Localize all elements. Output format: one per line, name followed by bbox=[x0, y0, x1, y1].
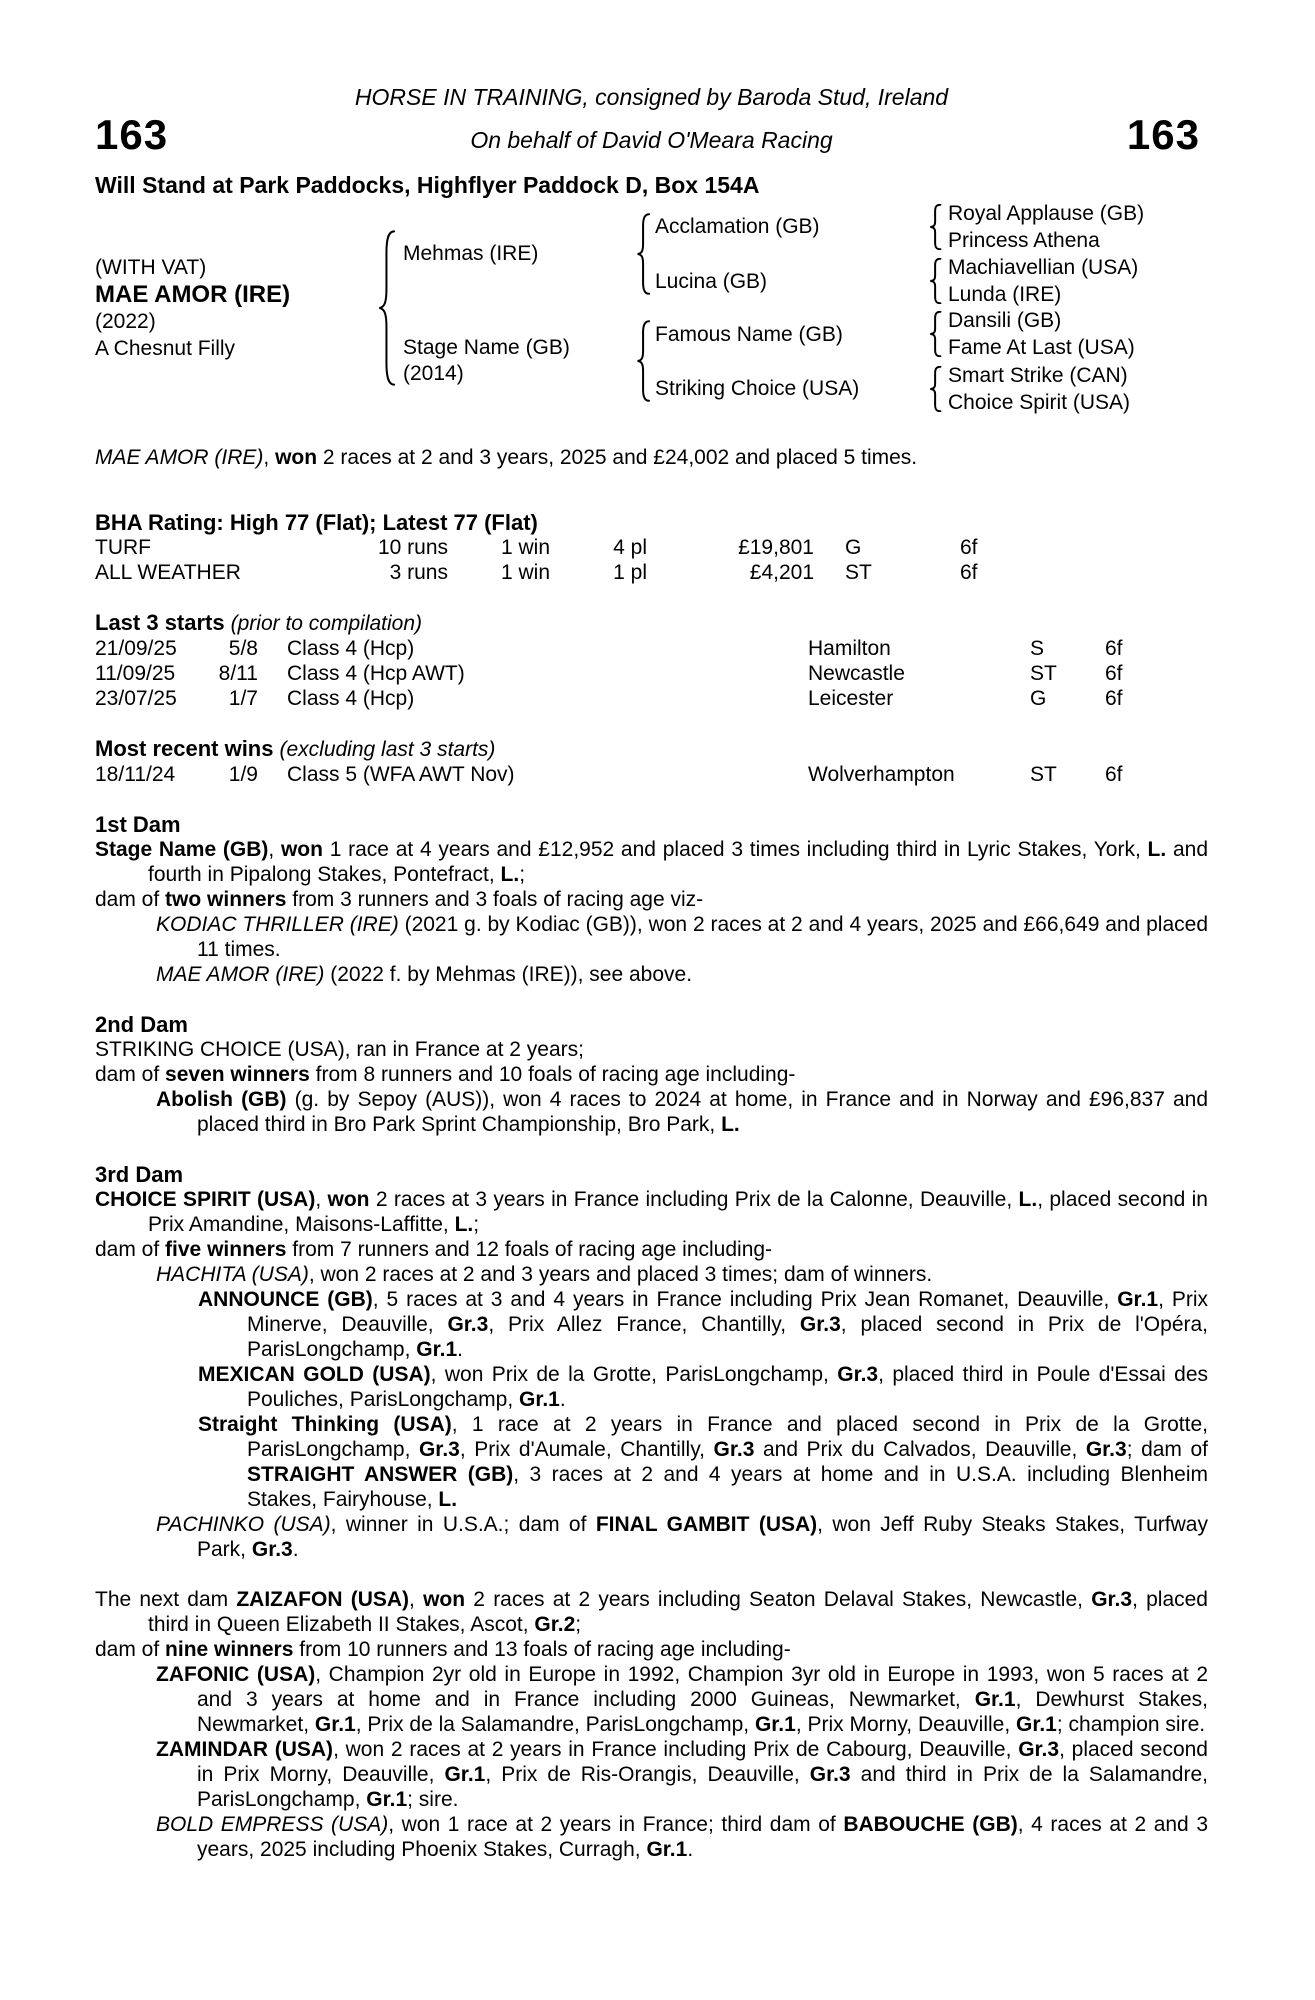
distance-value: 6f bbox=[960, 561, 978, 584]
lot-number-left: 163 bbox=[95, 111, 169, 158]
start-row bbox=[95, 636, 1208, 661]
race-venue: Leicester bbox=[808, 687, 894, 710]
dam-foaling-year: (2014) bbox=[403, 362, 464, 386]
great-granddam-name: Princess Athena bbox=[948, 228, 1100, 252]
page-header bbox=[95, 84, 1208, 198]
third-dam-section bbox=[95, 1162, 1208, 1562]
grand-progeny-paragraph: ANNOUNCE (GB), 5 races at 3 and 4 years in France including Prix Jean Romanet, Deauville, Gr.1, Prix Minerve, Deauville, Gr.3, Prix Allez France, Chantilly, Gr.3, placed second in Prix de l'Opéra, ParisLongchamp, Gr.1. bbox=[198, 1288, 1209, 1361]
damsire-name: Famous Name (GB) bbox=[655, 322, 843, 346]
great-granddam-name: Lunda (IRE) bbox=[948, 283, 1062, 306]
second-dam-name: Striking Choice (USA) bbox=[655, 377, 860, 400]
distance-value: 6f bbox=[960, 536, 978, 559]
pedigree-brace-g2-0 bbox=[922, 204, 948, 250]
third-dam-heading: 3rd Dam bbox=[95, 1162, 184, 1187]
recent-wins-section bbox=[95, 736, 1208, 787]
progeny-paragraph: KODIAC THRILLER (IRE) (2021 g. by Kodiac (GB)), won 2 races at 2 and 4 years, 2025 and £66,649 and placed 11 times. bbox=[156, 913, 1208, 961]
dam-record-paragraph: CHOICE SPIRIT (USA), won 2 races at 3 years in France including Prix de la Calonne, Deauville, L., placed second in Prix Amandine, Maisons-Laffitte, L.; bbox=[95, 1188, 1208, 1236]
grand-progeny-paragraph: Straight Thinking (USA), 1 race at 2 years in France and placed second in Prix de la Grotte, ParisLongchamp, Gr.3, Prix d'Aumale, Chantilly, Gr.3 and Prix du Calvados, Deauville, Gr.3; dam of STRAIGHT ANSWER (GB), 3 races at 2 and 4 years at home and in U.S.A. including Blenheim Stakes, Fairyhouse, L. bbox=[198, 1413, 1208, 1511]
last-starts-section bbox=[95, 610, 1208, 711]
subject-foaling-year: (2022) bbox=[95, 309, 156, 333]
sire-name: Mehmas (IRE) bbox=[403, 241, 539, 265]
great-grandsire-name: Royal Applause (GB) bbox=[948, 201, 1145, 225]
distance-value: 6f bbox=[1105, 637, 1123, 660]
produce-summary-line: dam of two winners from 3 runners and 3 foals of racing age viz- bbox=[95, 888, 704, 911]
going-value: ST bbox=[1030, 763, 1057, 786]
grand-progeny-paragraph: MEXICAN GOLD (USA), won Prix de la Grotte, ParisLongchamp, Gr.3, placed third in Poule d'Essai des Pouliches, ParisLongchamp, Gr.1. bbox=[198, 1363, 1209, 1411]
great-granddam-name: Choice Spirit (USA) bbox=[948, 390, 1131, 414]
progeny-paragraph: BOLD EMPRESS (USA), won 1 race at 2 years in France; third dam of BABOUCHE (GB), 4 races at 2 and 3 years, 2025 including Phoenix Stakes, Curragh, Gr.1. bbox=[156, 1813, 1208, 1861]
pedigree-brace-sire bbox=[632, 200, 655, 308]
last-starts-heading-note: (prior to compilation) bbox=[230, 612, 423, 635]
surface-label: TURF bbox=[95, 536, 151, 559]
going-value: G bbox=[845, 536, 862, 559]
surface-label: ALL WEATHER bbox=[95, 561, 241, 584]
grandsire-branch bbox=[655, 200, 1208, 253]
finish-position: 1/7 bbox=[228, 687, 258, 710]
subject-description: A Chesnut Filly bbox=[95, 336, 236, 360]
race-class: Class 4 (Hcp AWT) bbox=[287, 662, 465, 685]
earnings-value: £4,201 bbox=[749, 561, 814, 584]
dam-name: Stage Name (GB) bbox=[403, 336, 570, 360]
dam-record-paragraph: The next dam ZAIZAFON (USA), won 2 races at 2 years including Seaton Delaval Stakes, Newcastle, Gr.3, placed third in Queen Elizabeth II Stakes, Ascot, Gr.2; bbox=[95, 1588, 1208, 1636]
pedigree-table bbox=[95, 200, 1208, 415]
dam-branch bbox=[403, 308, 1208, 416]
subject-horse-block bbox=[95, 200, 370, 415]
finish-position: 5/8 bbox=[228, 637, 258, 660]
race-date: 18/11/24 bbox=[95, 763, 176, 786]
race-date: 11/09/25 bbox=[95, 662, 176, 685]
going-value: S bbox=[1030, 637, 1045, 660]
dam-record-paragraph: STRIKING CHOICE (USA), ran in France at 2 years; bbox=[95, 1038, 584, 1061]
great-grandsire-name: Dansili (GB) bbox=[948, 309, 1062, 332]
stats-row-all-weather bbox=[95, 560, 1208, 585]
bha-rating-section bbox=[95, 510, 1208, 585]
race-date: 21/09/25 bbox=[95, 637, 177, 660]
stand-location-line: Will Stand at Park Paddocks, Highflyer Paddock D, Box 154A bbox=[95, 172, 760, 198]
great-granddam-name: Fame At Last (USA) bbox=[948, 336, 1135, 359]
sire-dam-branch bbox=[655, 255, 1208, 308]
grandsire-name: Acclamation (GB) bbox=[655, 215, 820, 238]
going-value: ST bbox=[845, 561, 872, 584]
sire-branch bbox=[403, 200, 1208, 308]
race-date: 23/07/25 bbox=[95, 687, 177, 710]
progeny-paragraph: MAE AMOR (IRE) (2022 f. by Mehmas (IRE)), see above. bbox=[156, 963, 693, 986]
great-grandsire-name: Machiavellian (USA) bbox=[948, 256, 1139, 279]
progeny-paragraph: HACHITA (USA), won 2 races at 2 and 3 years and placed 3 times; dam of winners. bbox=[156, 1263, 933, 1286]
great-grandsire-name: Smart Strike (CAN) bbox=[948, 363, 1128, 387]
first-dam-section bbox=[95, 812, 1208, 987]
pedigree-brace-main bbox=[370, 200, 403, 415]
wins-value: 1 win bbox=[500, 536, 550, 559]
recent-wins-heading-note: (excluding last 3 starts) bbox=[279, 738, 496, 761]
sire-dam-name: Lucina (GB) bbox=[655, 269, 768, 293]
race-venue: Wolverhampton bbox=[808, 763, 955, 786]
race-venue: Newcastle bbox=[808, 662, 905, 685]
lot-row bbox=[95, 112, 1208, 158]
progeny-paragraph: ZAMINDAR (USA), won 2 races at 2 years in France including Prix de Cabourg, Deauville, Gr.3, placed second in Prix Morny, Deauville, Gr.1, Prix de Ris-Orangis, Deauville, Gr.3 and third in Prix de la Salamandre, ParisLongchamp, Gr.1; sire. bbox=[156, 1738, 1208, 1811]
produce-summary-line: dam of seven winners from 8 runners and 10 foals of racing age including- bbox=[95, 1063, 796, 1086]
places-value: 1 pl bbox=[613, 561, 647, 584]
pedigree-brace-g2-2 bbox=[922, 311, 948, 357]
runs-value: 10 runs bbox=[377, 536, 448, 559]
first-dam-heading: 1st Dam bbox=[95, 812, 181, 837]
second-dam-heading: 2nd Dam bbox=[95, 1012, 188, 1037]
progeny-paragraph: ZAFONIC (USA), Champion 2yr old in Europe in 1992, Champion 3yr old in Europe in 1993, won 5 races at 2 and 3 years at home and in France including 2000 Guineas, Newmarket, Gr.1, Dewhurst Stakes, Newmarket, Gr.1, Prix de la Salamandre, ParisLongchamp, Gr.1, Prix Morny, Deauville, Gr.1; champion sire. bbox=[156, 1663, 1209, 1736]
runs-value: 3 runs bbox=[389, 561, 448, 584]
produce-summary-line: dam of nine winners from 10 runners and 13 foals of racing age including- bbox=[95, 1638, 791, 1661]
second-dam-section bbox=[95, 1012, 1208, 1137]
start-row bbox=[95, 686, 1208, 711]
race-class: Class 4 (Hcp) bbox=[287, 687, 415, 710]
pedigree-brace-g2-3 bbox=[922, 366, 948, 412]
start-row bbox=[95, 661, 1208, 686]
on-behalf-line: On behalf of David O'Meara Racing bbox=[470, 127, 833, 153]
distance-value: 6f bbox=[1105, 763, 1123, 786]
progeny-paragraph: PACHINKO (USA), winner in U.S.A.; dam of FINAL GAMBIT (USA), won Jeff Ruby Steaks Stakes, Turfway Park, Gr.3. bbox=[156, 1513, 1208, 1561]
pedigree-brace-g2-1 bbox=[922, 258, 948, 304]
second-dam-branch bbox=[655, 362, 1208, 415]
finish-position: 1/9 bbox=[228, 763, 258, 786]
going-value: G bbox=[1030, 687, 1047, 710]
pedigree-brace-dam bbox=[632, 308, 655, 416]
last-starts-heading: Last 3 starts (prior to compilation) bbox=[95, 610, 423, 635]
bha-rating-heading: BHA Rating: High 77 (Flat); Latest 77 (Flat) bbox=[95, 510, 538, 535]
race-class: Class 5 (WFA AWT Nov) bbox=[287, 763, 515, 786]
win-row bbox=[95, 762, 1208, 787]
finish-position: 8/11 bbox=[218, 662, 258, 685]
progeny-paragraph: Abolish (GB) (g. by Sepoy (AUS)), won 4 races to 2024 at home, in France and in Norway and £96,837 and placed third in Bro Park Sprint Championship, Bro Park, L. bbox=[156, 1088, 1208, 1136]
consignor-line: HORSE IN TRAINING, consigned by Baroda Stud, Ireland bbox=[354, 84, 949, 110]
places-value: 4 pl bbox=[613, 536, 647, 559]
going-value: ST bbox=[1030, 662, 1057, 685]
distance-value: 6f bbox=[1105, 662, 1123, 685]
next-dam-section bbox=[95, 1587, 1208, 1862]
race-summary: MAE AMOR (IRE), won 2 races at 2 and 3 years, 2025 and £24,002 and placed 5 times. bbox=[95, 446, 918, 469]
race-class: Class 4 (Hcp) bbox=[287, 637, 415, 660]
stats-row-turf bbox=[95, 535, 1208, 560]
dam-record-paragraph: Stage Name (GB), won 1 race at 4 years and £12,952 and placed 3 times including third in Lyric Stakes, York, L. and fourth in Pipalong Stakes, Pontefract, L.; bbox=[95, 838, 1209, 886]
race-venue: Hamilton bbox=[808, 637, 891, 660]
vat-note: (WITH VAT) bbox=[95, 255, 207, 279]
damsire-branch bbox=[655, 308, 1208, 361]
subject-horse-name: MAE AMOR (IRE) bbox=[95, 280, 291, 308]
distance-value: 6f bbox=[1105, 687, 1123, 710]
recent-wins-heading: Most recent wins (excluding last 3 starts) bbox=[95, 736, 496, 761]
earnings-value: £19,801 bbox=[738, 536, 814, 559]
produce-summary-line: dam of five winners from 7 runners and 12 foals of racing age including- bbox=[95, 1238, 773, 1261]
wins-value: 1 win bbox=[500, 561, 550, 584]
lot-number-right: 163 bbox=[1126, 111, 1200, 158]
